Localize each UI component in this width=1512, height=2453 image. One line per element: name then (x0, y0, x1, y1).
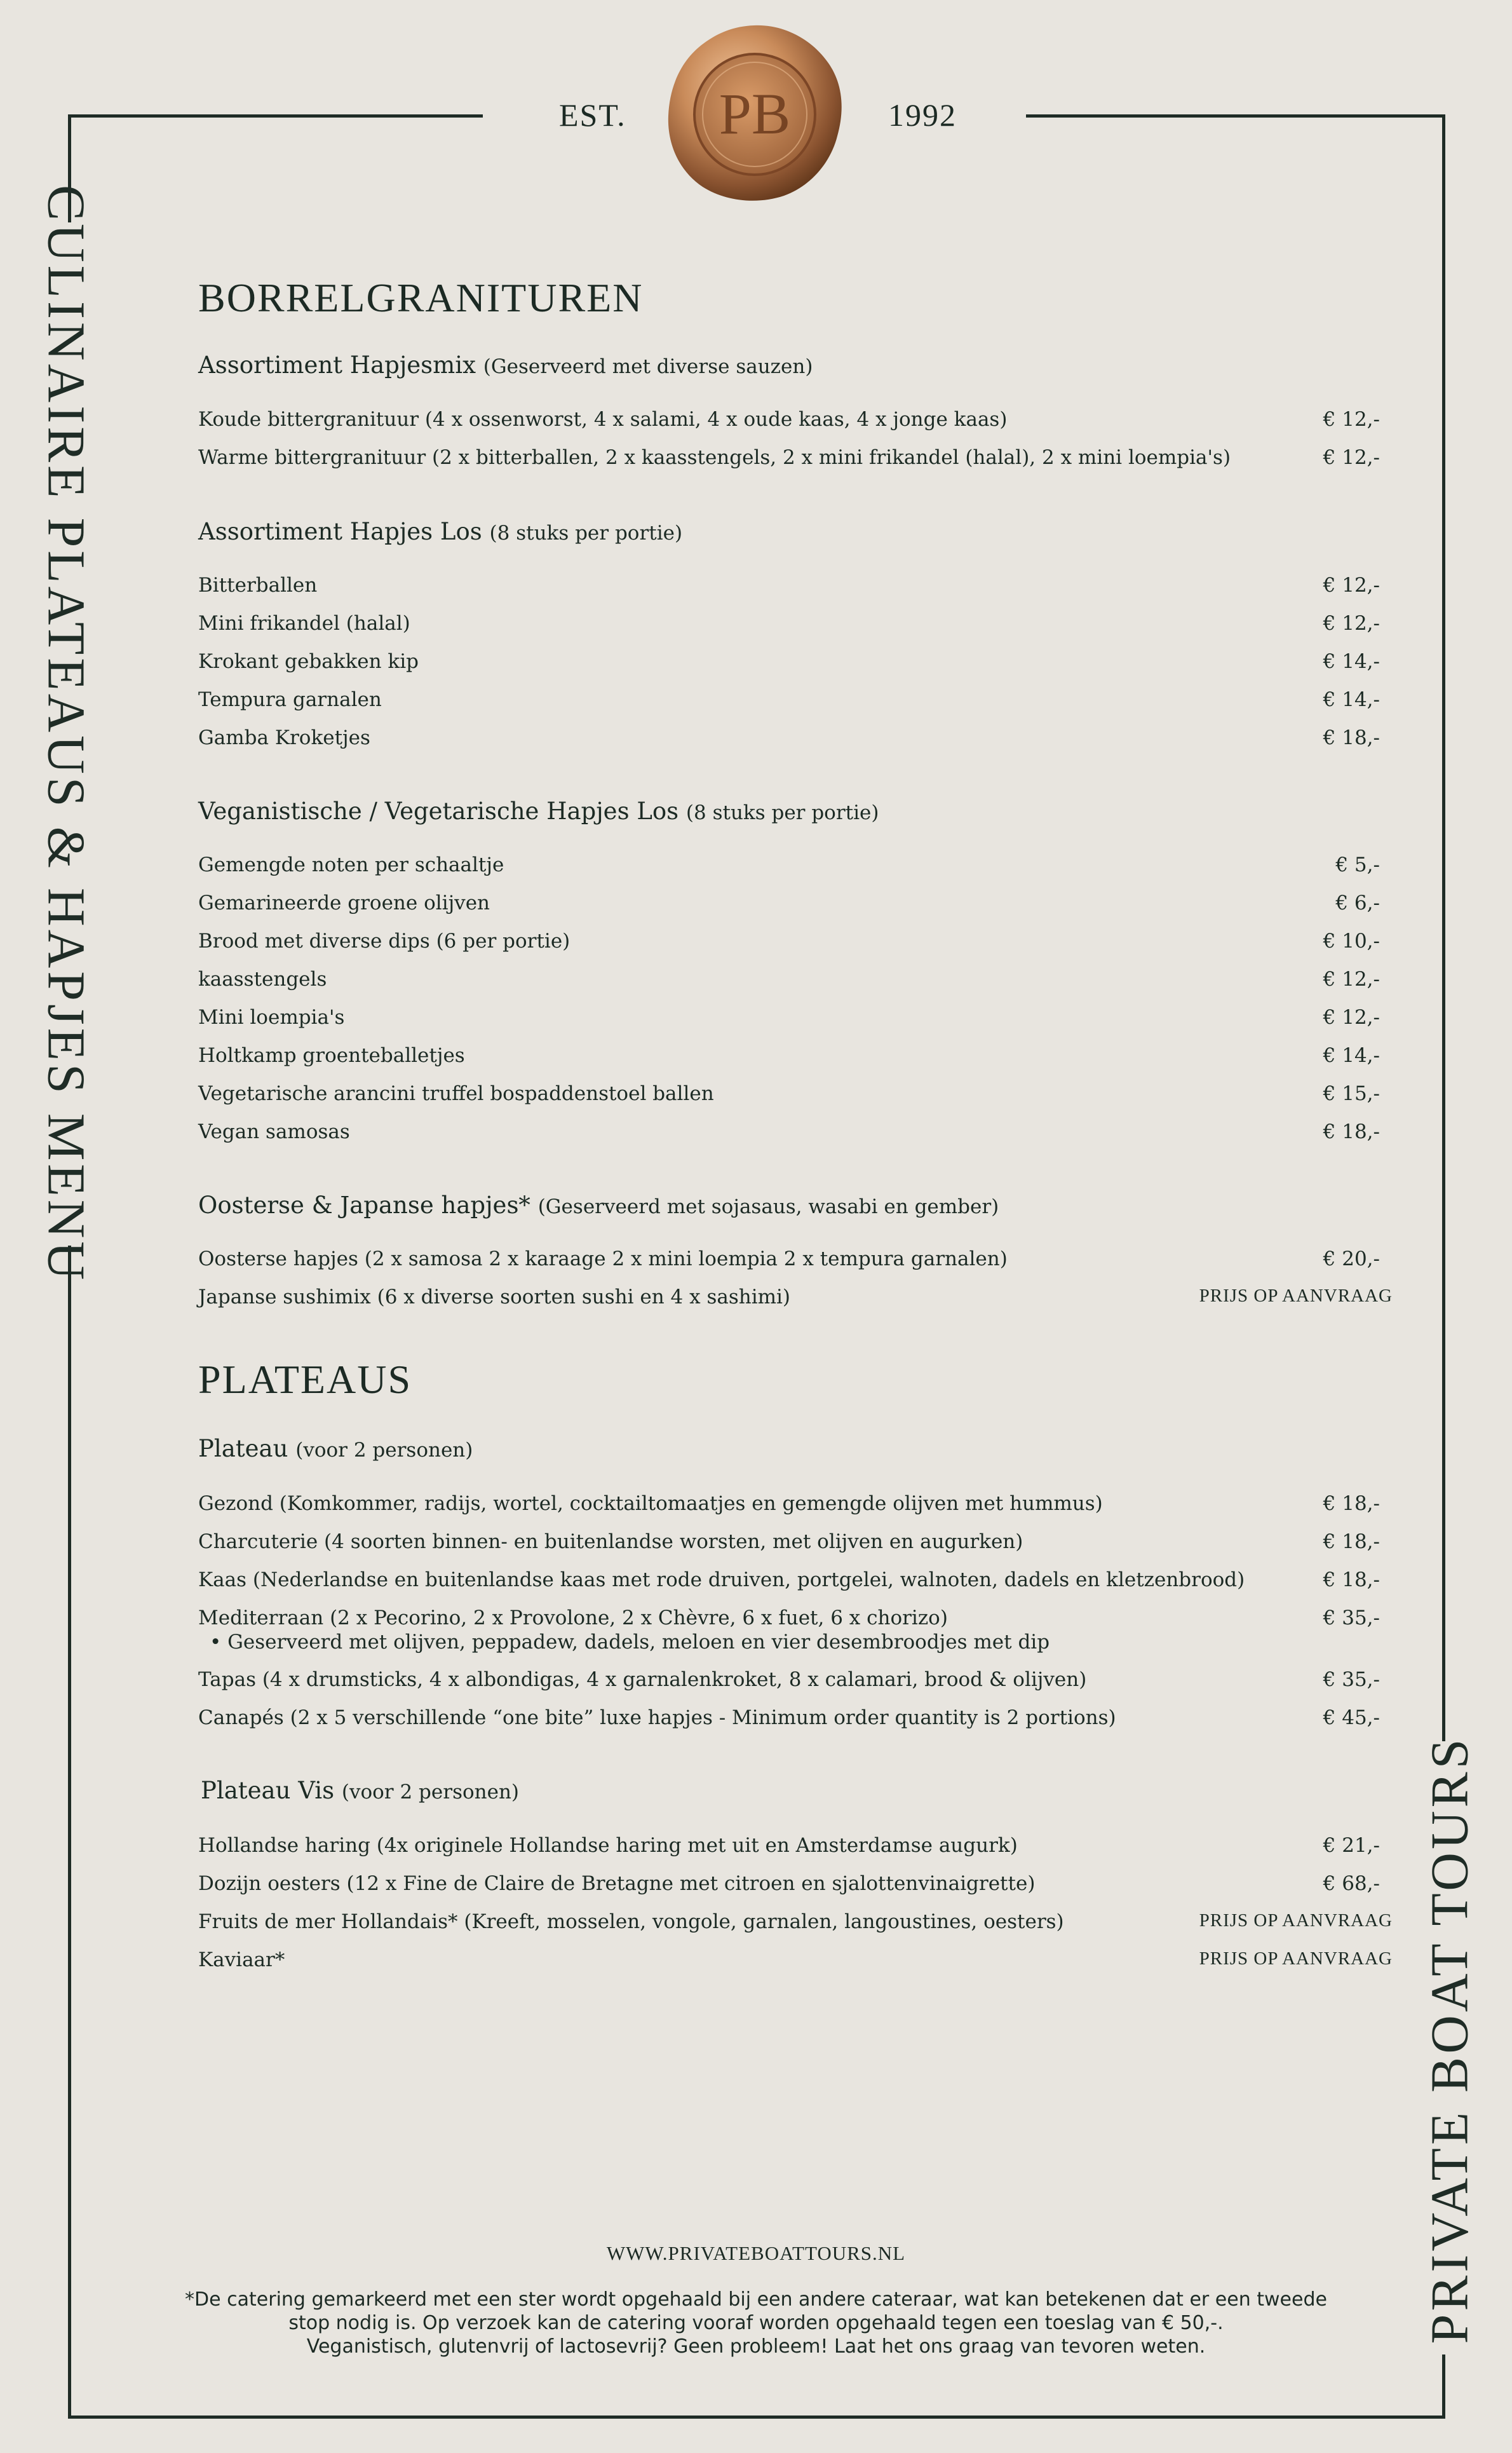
menu-item (198, 1492, 1393, 1520)
subsection-oosterse (198, 1192, 999, 1219)
menu-item (198, 574, 1393, 602)
item-name: Vegan samosas (198, 1120, 350, 1143)
item-price: € 18,- (1323, 726, 1380, 749)
menu-item (198, 1568, 1393, 1596)
item-name: Tempura garnalen (198, 688, 382, 711)
footer-note-line: Veganistisch, glutenvrij of lactosevrij? Geen probleem! Laat het ons graag van tevoren weten. (306, 2335, 1206, 2358)
item-price: € 12,- (1323, 408, 1380, 431)
item-price: € 10,- (1323, 930, 1380, 953)
subsection-title: Assortiment Hapjesmix (198, 351, 476, 379)
item-price: PRIJS OP AANVRAAG (1199, 1910, 1393, 1931)
item-price: € 68,- (1323, 1872, 1380, 1895)
frame-right-top (1442, 114, 1445, 1741)
item-name: Gemarineerde groene olijven (198, 892, 490, 914)
menu-item (198, 1910, 1393, 1938)
menu-item (198, 1120, 1393, 1148)
bullet-text: Geserveerd met olijven, peppadew, dadels, meloen en vier desembroodjes met dip (227, 1631, 1050, 1654)
subsection-note: (8 stuks per portie) (685, 801, 879, 824)
side-title-private-boat-tours: PRIVATE BOAT TOURS (1420, 1736, 1480, 2344)
menu-item (198, 688, 1393, 716)
item-name: Oosterse hapjes (2 x samosa 2 x karaage 2 x mini loempia 2 x tempura garnalen) (198, 1247, 1008, 1270)
item-name: Warme bittergranituur (2 x bitterballen, 2 x kaasstengels, 2 x mini frikandel (halal), 2 x mini loempia's) (198, 446, 1231, 469)
item-price: € 21,- (1323, 1834, 1380, 1857)
item-name: Fruits de mer Hollandais* (Kreeft, mosselen, vongole, garnalen, langoustines, oesters) (198, 1910, 1064, 1933)
item-name: Krokant gebakken kip (198, 650, 419, 673)
item-name: Mediterraan (2 x Pecorino, 2 x Provolone, 2 x Chèvre, 6 x fuet, 6 x chorizo) (198, 1607, 948, 1629)
menu-item (198, 1872, 1393, 1900)
item-price: € 12,- (1323, 574, 1380, 597)
menu-item (198, 1668, 1393, 1696)
menu-item (198, 930, 1393, 958)
frame-right-bottom (1442, 2354, 1445, 2419)
footer-note (152, 2288, 1360, 2358)
item-price: PRIJS OP AANVRAAG (1199, 1286, 1393, 1306)
item-name: Mini loempia's (198, 1006, 345, 1029)
item-price: € 14,- (1323, 650, 1380, 673)
item-price: € 12,- (1323, 446, 1380, 469)
menu-item (198, 1044, 1393, 1072)
item-name: Kaviaar* (198, 1948, 285, 1971)
item-price: € 20,- (1323, 1247, 1380, 1270)
subsection-title: Assortiment Hapjes Los (198, 518, 482, 545)
item-price: € 18,- (1323, 1568, 1380, 1591)
menu-item (198, 892, 1393, 920)
item-price: € 18,- (1323, 1120, 1380, 1143)
menu-item (198, 1082, 1393, 1110)
menu-item (198, 1286, 1393, 1314)
subsection-title: Plateau (198, 1435, 288, 1462)
item-name: Mini frikandel (halal) (198, 612, 410, 635)
menu-item (198, 408, 1393, 436)
subsection-title: Oosterse & Japanse hapjes* (198, 1192, 530, 1219)
menu-item (198, 1834, 1393, 1862)
item-name: Dozijn oesters (12 x Fine de Claire de Bretagne met citroen en sjalottenvinaigrette) (198, 1872, 1036, 1895)
wax-seal-logo (662, 20, 846, 205)
item-name: Charcuterie (4 soorten binnen- en buitenlandse worsten, met olijven en augurken) (198, 1530, 1023, 1553)
footer-note-line: stop nodig is. Op verzoek kan de catering vooraf worden opgehaald tegen een toeslag van € 50,-. (288, 2312, 1224, 2334)
item-price: € 14,- (1323, 1044, 1380, 1067)
est-year: 1992 (888, 97, 957, 133)
est-label: EST. (559, 97, 626, 133)
item-price: € 12,- (1323, 1006, 1380, 1029)
item-price: € 5,- (1335, 853, 1380, 876)
item-name: Gemengde noten per schaaltje (198, 853, 504, 876)
item-name: Hollandse haring (4x originele Hollandse haring met uit en Amsterdamse augurk) (198, 1834, 1018, 1857)
frame-top-left (68, 114, 483, 118)
footer-note-line: *De catering gemarkeerd met een ster wordt opgehaald bij een andere cateraar, wat kan betekenen dat er een tweede (185, 2288, 1327, 2311)
item-name: Gamba Kroketjes (198, 726, 370, 749)
menu-item (198, 726, 1393, 754)
mediterraan-note (210, 1631, 1050, 1654)
subsection-note: (8 stuks per portie) (489, 522, 683, 545)
frame-bottom (68, 2416, 1445, 2419)
item-price: € 12,- (1323, 968, 1380, 991)
bullet-dot-icon: • (210, 1631, 222, 1654)
menu-item (198, 1530, 1393, 1558)
subsection-title: Veganistische / Vegetarische Hapjes Los (198, 798, 679, 825)
item-price: € 15,- (1323, 1082, 1380, 1105)
item-name: Bitterballen (198, 574, 318, 597)
section-title-plateaus: PLATEAUS (198, 1357, 412, 1402)
subsection-hapjes-los (198, 518, 682, 545)
item-name: Koude bittergranituur (4 x ossenworst, 4 x salami, 4 x oude kaas, 4 x jonge kaas) (198, 408, 1008, 431)
side-title-culinaire: CULINAIRE PLATEAUS & HAPJES MENU (36, 184, 96, 1284)
menu-item (198, 612, 1393, 640)
item-price: € 14,- (1323, 688, 1380, 711)
menu-item (198, 650, 1393, 678)
item-price: € 35,- (1323, 1607, 1380, 1629)
item-name: Canapés (2 x 5 verschillende “one bite” luxe hapjes - Minimum order quantity is 2 portions) (198, 1706, 1116, 1729)
subsection-vega (198, 798, 879, 825)
item-name: Vegetarische arancini truffel bospaddenstoel ballen (198, 1082, 714, 1105)
item-price: € 12,- (1323, 612, 1380, 635)
frame-top-right (1026, 114, 1445, 118)
item-name: Brood met diverse dips (6 per portie) (198, 930, 570, 953)
menu-item (198, 853, 1393, 881)
item-price: € 18,- (1323, 1530, 1380, 1553)
menu-item (198, 446, 1393, 474)
menu-item (198, 1948, 1393, 1976)
item-name: Holtkamp groenteballetjes (198, 1044, 465, 1067)
item-name: kaasstengels (198, 968, 327, 991)
section-title-borrel: BORRELGRANITUREN (198, 275, 644, 320)
item-price: € 45,- (1323, 1706, 1380, 1729)
menu-item (198, 968, 1393, 996)
subsection-note: (voor 2 personen) (295, 1439, 473, 1462)
item-price: € 6,- (1335, 892, 1380, 914)
seal-monogram: PB (719, 81, 791, 146)
item-name: Kaas (Nederlandse en buitenlandse kaas met rode druiven, portgelei, walnoten, dadels en kletzenbrood) (198, 1568, 1245, 1591)
subsection-note: (voor 2 personen) (341, 1781, 520, 1804)
item-price: € 18,- (1323, 1492, 1380, 1515)
subsection-note: (Geserveerd met sojasaus, wasabi en gember) (537, 1195, 999, 1218)
subsection-plateau-vis (201, 1777, 519, 1804)
menu-item (198, 1006, 1393, 1034)
item-price: PRIJS OP AANVRAAG (1199, 1948, 1393, 1969)
website-link[interactable]: WWW.PRIVATEBOATTOURS.NL (606, 2242, 906, 2264)
menu-item (198, 1247, 1393, 1275)
subsection-note: (Geserveerd met diverse sauzen) (483, 355, 813, 378)
subsection-title: Plateau Vis (201, 1777, 335, 1804)
item-name: Gezond (Komkommer, radijs, wortel, cocktailtomaatjes en gemengde olijven met hummus) (198, 1492, 1103, 1515)
item-name: Japanse sushimix (6 x diverse soorten sushi en 4 x sashimi) (198, 1286, 791, 1308)
subsection-hapjesmix (198, 351, 813, 379)
menu-item (198, 1706, 1393, 1734)
item-price: € 35,- (1323, 1668, 1380, 1691)
subsection-plateau (198, 1435, 473, 1462)
item-name: Tapas (4 x drumsticks, 4 x albondigas, 4 x garnalenkroket, 8 x calamari, brood & olijven) (198, 1668, 1087, 1691)
